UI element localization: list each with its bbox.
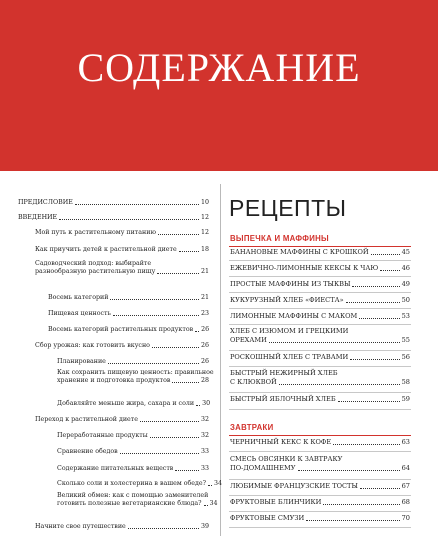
- recipe-page: 56: [401, 353, 410, 361]
- recipe-entry[interactable]: [230, 369, 410, 391]
- toc-entry[interactable]: [57, 476, 223, 488]
- dot-leader: [359, 318, 399, 319]
- recipe-title: КУКУРУЗНЫЙ ХЛЕБ «ФИЕСТА»: [230, 296, 344, 304]
- toc-entry[interactable]: [48, 306, 209, 318]
- dot-leader: [158, 234, 199, 235]
- toc-entry-title-cont: хранение и подготовка продуктов: [57, 377, 171, 384]
- recipe-entry[interactable]: [230, 248, 410, 257]
- recipe-title: БЫСТРЫЙ ЯБЛОЧНЫЙ ХЛЕБ: [230, 395, 336, 403]
- recipe-entry[interactable]: [230, 395, 410, 404]
- row-rule: [229, 276, 411, 277]
- dot-leader: [110, 299, 199, 300]
- recipe-entry[interactable]: [230, 438, 410, 447]
- dot-leader: [323, 504, 399, 505]
- toc-entry-title: ВВЕДЕНИЕ: [18, 214, 58, 221]
- section-heading-breakfast: ЗАВТРАКИ: [230, 423, 274, 432]
- toc-entry-title: Добавляйте меньше жира, сахара и соли: [57, 400, 195, 407]
- dot-leader: [113, 315, 199, 316]
- recipe-page: 58: [401, 378, 410, 386]
- dot-leader: [75, 204, 199, 205]
- recipe-entry[interactable]: [230, 296, 410, 305]
- recipe-page: 67: [401, 482, 410, 490]
- toc-entry-page: 26: [201, 326, 210, 333]
- section-rule: [229, 246, 411, 247]
- toc-entry-title-cont: готовить полезные вегетарианские блюда?: [57, 500, 202, 507]
- section-rule: [229, 435, 411, 436]
- recipe-page: 49: [401, 280, 410, 288]
- page-title: СОДЕРЖАНИЕ: [77, 45, 361, 90]
- toc-entry[interactable]: [57, 354, 209, 366]
- dot-leader: [179, 251, 199, 252]
- row-rule: [229, 292, 411, 293]
- recipe-entry[interactable]: [230, 498, 410, 507]
- dot-leader: [208, 485, 212, 486]
- recipe-title: ФРУКТОВЫЕ СМУЗИ: [230, 514, 305, 522]
- recipe-page: 68: [401, 498, 410, 506]
- toc-entry-page: 33: [200, 465, 209, 472]
- toc-entry-title: Восемь категорий: [48, 294, 109, 301]
- recipe-entry[interactable]: [230, 264, 410, 273]
- toc-entry-title: Как приучить детей к растительной диете: [35, 246, 177, 253]
- dot-leader: [204, 505, 208, 506]
- toc-entry-page: 26: [200, 342, 209, 349]
- toc-entry[interactable]: [57, 461, 209, 473]
- toc-entry-page: 23: [200, 310, 209, 317]
- recipe-page: 70: [401, 514, 410, 522]
- recipe-entry[interactable]: [230, 514, 410, 523]
- toc-entry-title: ПРЕДИСЛОВИЕ: [18, 199, 73, 206]
- row-rule: [229, 392, 411, 393]
- toc-entry-page: 26: [200, 358, 209, 365]
- toc-entry-page: 21: [200, 268, 209, 275]
- recipe-title: ХЛЕБ С ИЗЮМОМ И ГРЕЦКИМИ: [230, 327, 349, 335]
- row-rule: [229, 511, 411, 512]
- recipe-page: 59: [401, 395, 410, 403]
- row-rule: [229, 479, 411, 480]
- toc-entry-title: Переход к растительной диете: [35, 416, 138, 423]
- dot-leader: [196, 405, 200, 406]
- recipe-entry[interactable]: [230, 327, 410, 349]
- recipe-title: ЛЮБИМЫЕ ФРАНЦУЗСКИЕ ТОСТЫ: [230, 482, 358, 490]
- recipe-title-cont: С КЛЮКВОЙ: [230, 378, 277, 386]
- toc-entry-page: 33: [200, 448, 209, 455]
- toc-entry-title: Как сохранить пищевую ценность: правильное: [57, 369, 214, 376]
- dot-leader: [175, 470, 199, 471]
- toc-entry[interactable]: [57, 369, 214, 391]
- dot-leader: [350, 359, 399, 360]
- recipe-page: 63: [401, 438, 410, 446]
- toc-entry[interactable]: [18, 195, 209, 207]
- toc-entry[interactable]: [48, 290, 209, 302]
- row-rule: [229, 366, 411, 367]
- dot-leader: [150, 437, 199, 438]
- toc-entry-page: 28: [200, 377, 209, 384]
- dot-leader: [360, 488, 400, 489]
- dot-leader: [371, 254, 400, 255]
- recipe-title: БАНАНОВЫЕ МАФФИНЫ С КРОШКОЙ: [230, 248, 369, 256]
- dot-leader: [346, 302, 400, 303]
- recipe-title: ФРУКТОВЫЕ БЛИНЧИКИ: [230, 498, 322, 506]
- row-rule: [229, 260, 411, 261]
- dot-leader: [140, 421, 199, 422]
- dot-leader: [279, 384, 400, 385]
- recipes-heading: РЕЦЕПТЫ: [229, 195, 347, 221]
- recipe-page: 50: [401, 296, 410, 304]
- recipe-page: 46: [401, 264, 410, 272]
- toc-entry-title: Сколько соли и холестерина в вашем обеде?: [57, 480, 207, 487]
- recipe-title: БЫСТРЫЙ НЕЖИРНЫЙ ХЛЕБ: [230, 369, 338, 377]
- toc-entry-title: Садоводческий подход: выбирайте: [35, 260, 152, 267]
- toc-entry-title: Начните свое путешествие: [35, 523, 126, 530]
- recipe-title: СМЕСЬ ОВСЯНКИ К ЗАВТРАКУ: [230, 455, 343, 463]
- toc-entry-title: Содержание питательных веществ: [57, 465, 174, 472]
- recipe-entry[interactable]: [230, 280, 410, 289]
- recipe-title: ЧЕРНИЧНЫЙ КЕКС К КОФЕ: [230, 438, 332, 446]
- toc-entry-page: 12: [200, 214, 209, 221]
- toc-entry-page: 34: [214, 480, 223, 487]
- section-heading-baking: ВЫПЕЧКА И МАФФИНЫ: [230, 234, 329, 243]
- toc-entry-title: Планирование: [57, 358, 106, 365]
- dot-leader: [108, 363, 199, 364]
- row-rule: [229, 409, 411, 410]
- dot-leader: [338, 401, 400, 402]
- toc-entry[interactable]: [57, 492, 218, 514]
- toc-entry-page: 39: [200, 523, 209, 530]
- toc-entry-page: 21: [200, 294, 209, 301]
- recipe-title-cont: ПО-ДОМАШНЕМУ: [230, 464, 296, 472]
- dot-leader: [152, 347, 199, 348]
- dot-leader: [120, 453, 199, 454]
- recipe-title-cont: ОРЕХАМИ: [230, 336, 267, 344]
- recipe-title: ЛИМОННЫЕ МАФФИНЫ С МАКОМ: [230, 312, 358, 320]
- dot-leader: [157, 273, 199, 274]
- toc-entry-page: 34: [209, 500, 218, 507]
- row-rule: [229, 350, 411, 351]
- toc-entry-page: 30: [202, 400, 211, 407]
- recipe-entry[interactable]: [230, 312, 410, 321]
- recipe-entry[interactable]: [230, 482, 410, 491]
- toc-entry[interactable]: [57, 396, 209, 408]
- toc-entry-title: Мой путь к растительному питанию: [35, 229, 156, 236]
- recipe-title: ПРОСТЫЕ МАФФИНЫ ИЗ ТЫКВЫ: [230, 280, 351, 288]
- toc-entry[interactable]: [57, 444, 209, 456]
- title-banner: [0, 0, 438, 171]
- toc-entry-page: 12: [200, 229, 209, 236]
- dot-leader: [298, 470, 400, 471]
- toc-entry-page: 10: [200, 199, 209, 206]
- recipe-page: 45: [401, 248, 410, 256]
- recipe-title: РОСКОШНЫЙ ХЛЕБ С ТРАВАМИ: [230, 353, 349, 361]
- recipe-page: 53: [401, 312, 410, 320]
- toc-entry-page: 18: [200, 246, 209, 253]
- toc-entry[interactable]: [35, 225, 209, 237]
- toc-entry[interactable]: [35, 260, 209, 282]
- dot-leader: [380, 270, 399, 271]
- dot-leader: [128, 528, 199, 529]
- row-rule: [229, 308, 411, 309]
- toc-entry[interactable]: [35, 412, 209, 424]
- dot-leader: [333, 444, 399, 445]
- toc-entry-title: Восемь категорий растительных продуктов: [48, 326, 194, 333]
- row-rule: [229, 495, 411, 496]
- toc-entry-title: Сбор урожая: как готовить вкусно: [35, 342, 150, 349]
- toc-entry[interactable]: [35, 338, 209, 350]
- toc-entry[interactable]: [18, 210, 209, 222]
- row-rule: [229, 324, 411, 325]
- toc-entry[interactable]: [35, 242, 209, 254]
- recipe-entry[interactable]: [230, 455, 410, 477]
- toc-entry[interactable]: [48, 322, 209, 334]
- toc-entry-page: 32: [200, 416, 209, 423]
- row-rule: [229, 451, 411, 452]
- dot-leader: [352, 286, 399, 287]
- toc-entry[interactable]: [35, 519, 209, 531]
- toc-entry-title: Сравнение обедов: [57, 448, 118, 455]
- toc-entry-title: Переработанные продукты: [57, 432, 148, 439]
- toc-entry-title: Великий обмен: как с помощью заменителей: [57, 492, 209, 499]
- toc-entry[interactable]: [57, 428, 209, 440]
- recipe-title: ЕЖЕВИЧНО-ЛИМОННЫЕ КЕКСЫ К ЧАЮ: [230, 264, 379, 272]
- recipe-page: 55: [401, 336, 410, 344]
- dot-leader: [269, 342, 400, 343]
- recipe-entry[interactable]: [230, 353, 410, 362]
- toc-entry-title-cont: разнообразную растительную пищу: [35, 268, 156, 275]
- recipe-page: 64: [401, 464, 410, 472]
- dot-leader: [306, 520, 399, 521]
- dot-leader: [195, 331, 199, 332]
- dot-leader: [172, 382, 199, 383]
- toc-entry-title: Пищевая ценность: [48, 310, 111, 317]
- dot-leader: [59, 219, 199, 220]
- toc-entry-page: 32: [200, 432, 209, 439]
- row-rule: [229, 527, 411, 528]
